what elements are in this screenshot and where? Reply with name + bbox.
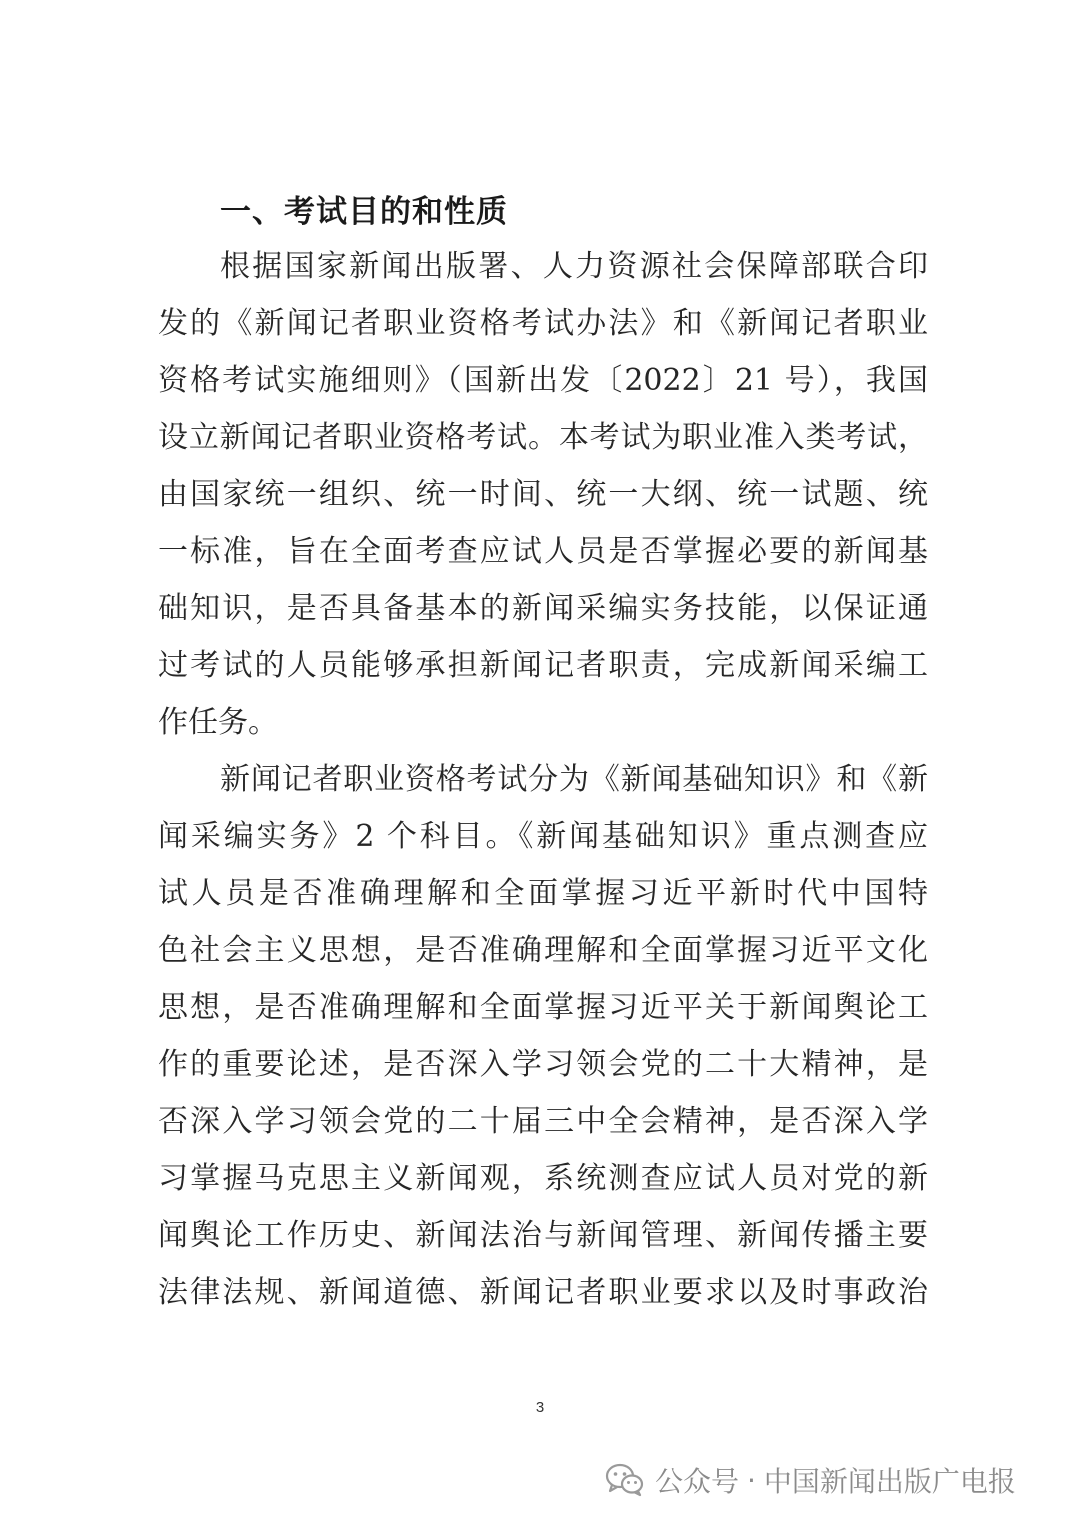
paragraph-line: 思想，是否准确理解和全面掌握习近平关于新闻舆论工: [158, 990, 928, 1025]
watermark-label: 公众号: [655, 1465, 740, 1498]
paragraph-line: 发的《新闻记者职业资格考试办法》和《新闻记者职业: [158, 306, 928, 341]
paragraph-line: 闻采编实务》2 个科目。《新闻基础知识》重点测查应: [158, 819, 928, 854]
paragraph-line: 一标准，旨在全面考查应试人员是否掌握必要的新闻基: [158, 534, 928, 569]
paragraph-line: 根据国家新闻出版署、人力资源社会保障部联合印: [220, 249, 928, 284]
wechat-watermark: [605, 1458, 1016, 1502]
watermark-source: 中国新闻出版广电报: [763, 1465, 1016, 1498]
paragraph-line: 色社会主义思想，是否准确理解和全面掌握习近平文化: [158, 933, 928, 968]
paragraph-line: 试人员是否准确理解和全面掌握习近平新时代中国特: [158, 876, 928, 911]
paragraph-line: 作的重要论述，是否深入学习领会党的二十大精神，是: [158, 1047, 928, 1082]
paragraph-line: 否深入学习领会党的二十届三中全会精神，是否深入学: [158, 1104, 928, 1139]
wechat-icon: [605, 1463, 645, 1497]
paragraph-line: 由国家统一组织、统一时间、统一大纲、统一试题、统: [158, 477, 928, 512]
paragraph-line: 新闻记者职业资格考试分为《新闻基础知识》和《新: [220, 762, 928, 797]
paragraph-line: 础知识，是否具备基本的新闻采编实务技能，以保证通: [158, 591, 928, 626]
paragraph-line: 过考试的人员能够承担新闻记者职责，完成新闻采编工: [158, 648, 928, 683]
paragraph-line: 作任务。: [158, 705, 278, 740]
paragraph-line: 习掌握马克思主义新闻观，系统测查应试人员对党的新: [158, 1161, 928, 1196]
paragraph-line: 设立新闻记者职业资格考试。本考试为职业准入类考试，: [158, 420, 928, 455]
paragraph-line: 法律法规、新闻道德、新闻记者职业要求以及时事政治: [158, 1275, 928, 1310]
page-number: 3: [535, 1399, 545, 1416]
section-heading: 一、考试目的和性质: [220, 194, 508, 230]
paragraph-line: 闻舆论工作历史、新闻法治与新闻管理、新闻传播主要: [158, 1218, 928, 1253]
watermark-separator: ·: [747, 1463, 756, 1497]
paragraph-line: 资格考试实施细则》（国新出发〔2022〕21 号），我国: [158, 363, 928, 398]
